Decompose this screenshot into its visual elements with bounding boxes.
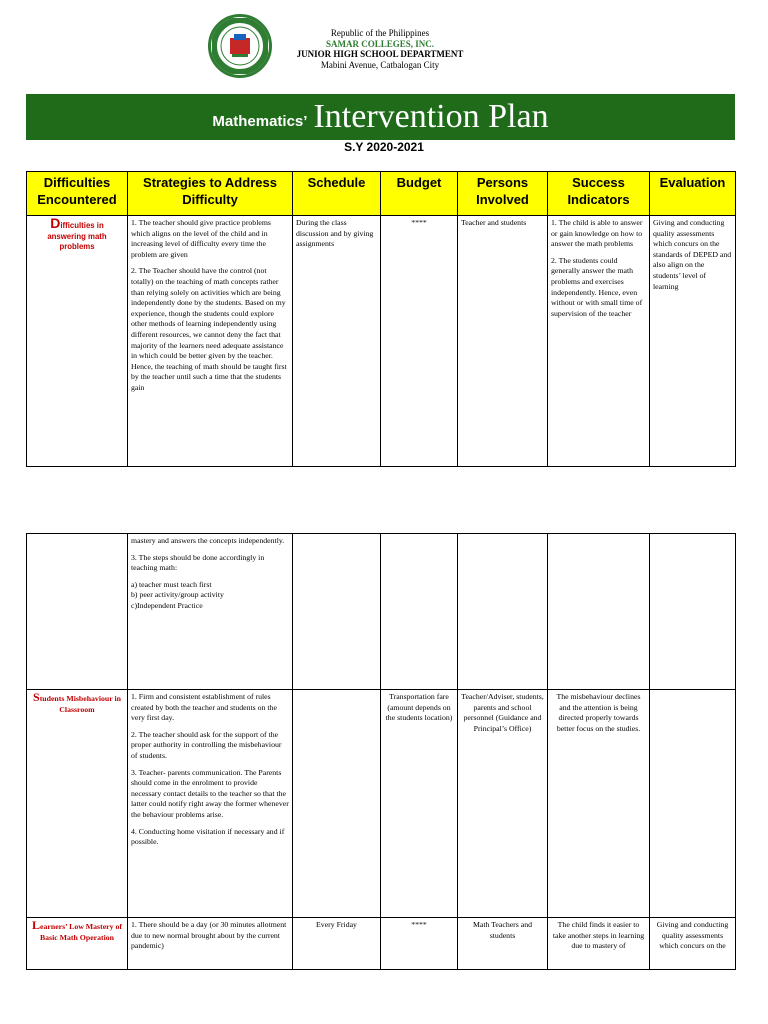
strategy-text: 3. The steps should be done accordingly in teaching math:: [131, 552, 265, 573]
table-header-row: [27, 172, 736, 216]
success-text: 1. The child is able to answer or gain knowledge on how to answer the math problems: [551, 218, 643, 249]
budget-cell: [381, 534, 458, 690]
difficulty-cell: Learners’ Low Mastery of Basic Math Operation: [27, 918, 128, 970]
table-row: [27, 918, 736, 970]
strategy-text: 1. The teacher should give practice problems which aligns on the level of the child and in increasing level of difficulty every time the problem are given: [131, 218, 271, 259]
strategy-cell: 1. There should be a day (or 30 minutes allotment due to new normal brought about by the current pandemic): [128, 918, 293, 970]
table-row: [27, 534, 736, 690]
budget-cell: Transportation fare (amount depends on the students location): [381, 690, 458, 918]
schedule-cell: [293, 690, 381, 918]
persons-cell: Math Teachers and students: [458, 918, 548, 970]
success-cell: [548, 216, 650, 467]
strategy-step: b) peer activity/group activity: [131, 590, 224, 600]
evaluation-cell: [650, 690, 736, 918]
success-cell: The misbehaviour declines and the attention is being directed properly towards better focus on the studies.: [548, 690, 650, 918]
col-header-success: Success Indicators: [548, 172, 650, 216]
persons-cell: Teacher and students: [458, 216, 548, 467]
strategy-step: a) teacher must teach first: [131, 579, 212, 589]
col-header-persons: Persons Involved: [458, 172, 548, 216]
success-text: 2. The students could generally answer the math problems and exercises independently. Hence, even without or with small time of supervision of the teacher: [551, 255, 643, 318]
strategy-text: 2. The Teacher should have the control (not totally) on the teaching of math concepts rather than relying solely on activities which are being independently done by the students. Based on my experience, though the students could explore other methods of learning independently using different resources, we cannot deny the fact that majority of the learners need adequate assistance in which could be better given by the teacher. Hence, the teaching of math should be taught first by the teacher until such a time that the students gain: [131, 266, 287, 392]
schedule-cell: [293, 534, 381, 690]
strategy-text: 1. Firm and consistent establishment of rules created by both the teacher and students on the very first day.: [131, 692, 277, 723]
strategy-text: mastery and answers the concepts independently.: [131, 536, 285, 545]
page-title: Intervention Plan: [313, 98, 549, 135]
budget-cell: ****: [381, 216, 458, 467]
persons-cell: [458, 534, 548, 690]
evaluation-cell: [650, 534, 736, 690]
strategy-cell: [128, 216, 293, 467]
difficulty-cell: [27, 534, 128, 690]
success-cell: The child finds it easier to take another steps in learning due to mastery of: [548, 918, 650, 970]
schedule-cell: During the class discussion and by giving assignments: [293, 216, 381, 467]
table-row: [27, 216, 736, 467]
title-banner: [26, 94, 735, 140]
strategy-cell: [128, 534, 293, 690]
school-address: Mabini Avenue, Catbalogan City: [320, 59, 440, 70]
difficulty-cell: Difficulties in answering math problems: [27, 216, 128, 467]
intervention-table-page1: [26, 171, 736, 467]
evaluation-cell: Giving and conducting quality assessments which concurs on the: [650, 918, 736, 970]
col-header-difficulties: Difficulties Encountered: [27, 172, 128, 216]
strategy-text: 2. The teacher should ask for the support of the proper authority in controlling the misbehaviour of students.: [131, 729, 282, 760]
school-header: [280, 28, 480, 70]
success-cell: [548, 534, 650, 690]
col-header-strategies: Strategies to Address Difficulty: [128, 172, 293, 216]
school-year: S.Y 2020-2021: [344, 140, 424, 154]
table-row: [27, 690, 736, 918]
department-name: JUNIOR HIGH SCHOOL DEPARTMENT: [296, 49, 464, 59]
strategy-text: 4. Conducting home visitation if necessary and if possible.: [131, 826, 285, 847]
col-header-budget: Budget: [381, 172, 458, 216]
persons-cell: Teacher/Adviser, students, parents and school personnel (Guidance and Principal’s Office): [458, 690, 548, 918]
school-logo: [208, 14, 272, 78]
difficulty-cell: Students Misbehaviour in Classroom: [27, 690, 128, 918]
budget-cell: ****: [381, 918, 458, 970]
col-header-schedule: Schedule: [293, 172, 381, 216]
schedule-cell: Every Friday: [293, 918, 381, 970]
republic-line: Republic of the Philippines: [330, 28, 430, 38]
title-subject: Mathematics’: [212, 112, 308, 130]
col-header-evaluation: Evaluation: [650, 172, 736, 216]
strategy-step: c)Independent Practice: [131, 600, 203, 610]
strategy-cell: [128, 690, 293, 918]
strategy-text: 3. Teacher- parents communication. The Parents should come in the enrolment to provide necessary contact details to the teacher so that the latter could notify right away the former whenever the behaviour problems arise.: [131, 767, 289, 819]
evaluation-cell: Giving and conducting quality assessments which concurs on the standards of DEPED and also align on the students’ level of learning: [650, 216, 736, 467]
school-name: SAMAR COLLEGES, INC.: [325, 38, 435, 49]
school-seal-icon: [212, 18, 268, 74]
intervention-table-page2: [26, 533, 736, 970]
